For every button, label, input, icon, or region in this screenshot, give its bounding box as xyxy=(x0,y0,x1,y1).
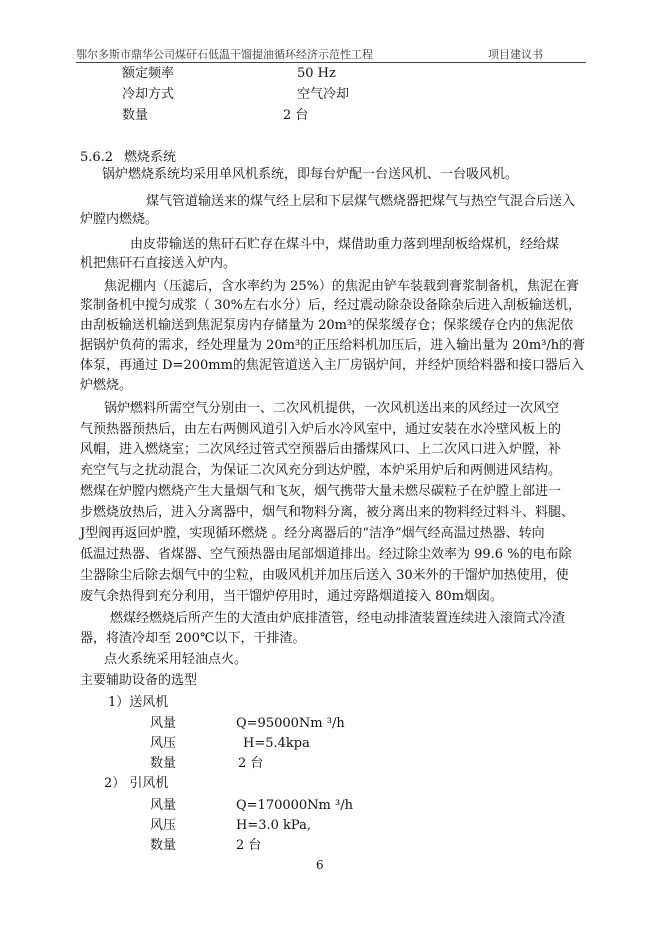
spec-value: 2 台 xyxy=(283,108,309,123)
paragraph-line: 步燃烧放热后，进入分离器中，烟气和物料分离，被分离出来的物料经过料斗、料腿、 xyxy=(80,505,575,520)
paragraph-line: 器，将渣冷却至 200℃以下，干排渣。 xyxy=(80,631,306,646)
paragraph-line: J型阀再返回炉膛，实现循环燃烧 。经分离器后的“洁净”烟气经高温过热器、转向 xyxy=(80,526,545,541)
spec-label: 额定频率 xyxy=(122,66,175,81)
paragraph-line: 燃煤经燃烧后所产生的大渣由炉底排渣管，经电动排渣装置连续进入滚筒式冷渣 xyxy=(110,611,566,626)
spec-label: 数量 xyxy=(122,108,149,123)
paragraph-line: 锅炉燃烧系统均采用单风机系统，即每台炉配一台送风机、一台吸风机。 xyxy=(102,167,519,182)
equipment-value: H=3.0 kPa, xyxy=(236,818,311,833)
equipment-value: Q=170000Nm ³/h xyxy=(236,798,353,813)
spec-label: 冷却方式 xyxy=(122,87,175,102)
section-number: 5.6.2 xyxy=(80,150,114,165)
equipment-label: 风压 xyxy=(150,736,177,751)
equipment-label: 数量 xyxy=(150,756,177,771)
subsection-heading: 主要辅助设备的选型 xyxy=(80,673,198,688)
paragraph-line: 体泵，再通过 D=200mm的焦泥管道送入主厂房锅炉间，并经炉顶给料器和接口器后入 xyxy=(80,358,584,373)
header-divider xyxy=(76,62,586,63)
page-number: 6 xyxy=(316,858,324,872)
equipment-value: H=5.4kpa xyxy=(243,736,310,751)
paragraph-line: 气预热器预热后，由左右两侧风道引入炉后水冷风室中，通过安装在水冷壁风板上的 xyxy=(80,422,562,437)
paragraph-line: 废气余热得到充分利用，当干馏炉停用时，通过旁路烟道接入 80m烟囱。 xyxy=(80,589,504,604)
equipment-heading: 2） 引风机 xyxy=(104,776,169,791)
paragraph-line: 机把焦矸石直接送入炉内。 xyxy=(80,256,237,271)
equipment-label: 风量 xyxy=(150,716,177,731)
equipment-label: 数量 xyxy=(150,838,177,853)
paragraph-line: 尘器除尘后除去烟气中的尘粒，由吸风机并加压后送入 30米外的干馏炉加热使用，使 xyxy=(80,568,569,583)
paragraph-line: 由刮板输送机输送到焦泥泵房内存储量为 20m³的保浆缓存仓；保浆缓存仓内的焦泥依 xyxy=(80,318,574,333)
paragraph-line: 炉膛内燃烧。 xyxy=(80,212,159,227)
spec-value: 空气冷却 xyxy=(297,87,350,102)
equipment-value: 2 台 xyxy=(238,756,264,771)
header-title: 鄂尔多斯市鼎华公司煤矸石低温干馏提油循环经济示范性工程 xyxy=(76,48,373,61)
equipment-value: 2 台 xyxy=(236,838,262,853)
paragraph-line: 充空气与之扰动混合，为保证二次风充分到达炉膛，本炉采用炉后和两侧进风结构。 xyxy=(80,463,562,478)
paragraph-line: 炉燃烧。 xyxy=(80,378,133,393)
paragraph-line: 点火系统采用轻油点火。 xyxy=(104,652,248,667)
paragraph-line: 焦泥棚内（压滤后，含水率约为 25%）的焦泥由铲车装载到膏浆制备机，焦泥在膏 xyxy=(104,279,580,294)
paragraph-line: 浆制备机中搅匀成浆（ 30%左右水分）后，经过震动除杂设备除杂后进入刮板输送机， xyxy=(80,298,582,313)
equipment-value: Q=95000Nm ³/h xyxy=(236,716,345,731)
paragraph-line: 低温过热器、省煤器、空气预热器由尾部烟道排出。经过除尘效率为 99.6 %的电布除 xyxy=(80,547,572,562)
paragraph-line: 据锅炉负荷的需求，经处理量为 20m³的正压给料机加压后，进入输出量为 20m³/h的膏 xyxy=(80,338,586,353)
equipment-heading: 1）送风机 xyxy=(108,695,169,710)
equipment-label: 风压 xyxy=(150,818,177,833)
paragraph-line: 由皮带输送的焦矸石贮存在煤斗中，煤借助重力落到埋刮板给煤机，经给煤 xyxy=(130,237,560,252)
paragraph-line: 燃煤在炉膛内燃烧产生大量烟气和飞灰，烟气携带大量未燃尽碳粒子在炉膛上部进一 xyxy=(80,484,562,499)
section-title: 燃烧系统 xyxy=(124,150,177,165)
paragraph-line: 锅炉燃料所需空气分别由一、二次风机提供，一次风机送出来的风经过一次风空 xyxy=(104,401,560,416)
paragraph-line: 煤气管道输送来的煤气经上层和下层煤气燃烧器把煤气与热空气混合后送入 xyxy=(146,194,576,209)
paragraph-line: 风帽，进入燃烧室；二次风经过管式空预器后由播煤风口、上二次风口进入炉膛，补 xyxy=(80,442,562,457)
header-doc-type: 项目建议书 xyxy=(488,48,543,61)
spec-value: 50 Hz xyxy=(297,66,336,81)
equipment-label: 风量 xyxy=(150,798,177,813)
